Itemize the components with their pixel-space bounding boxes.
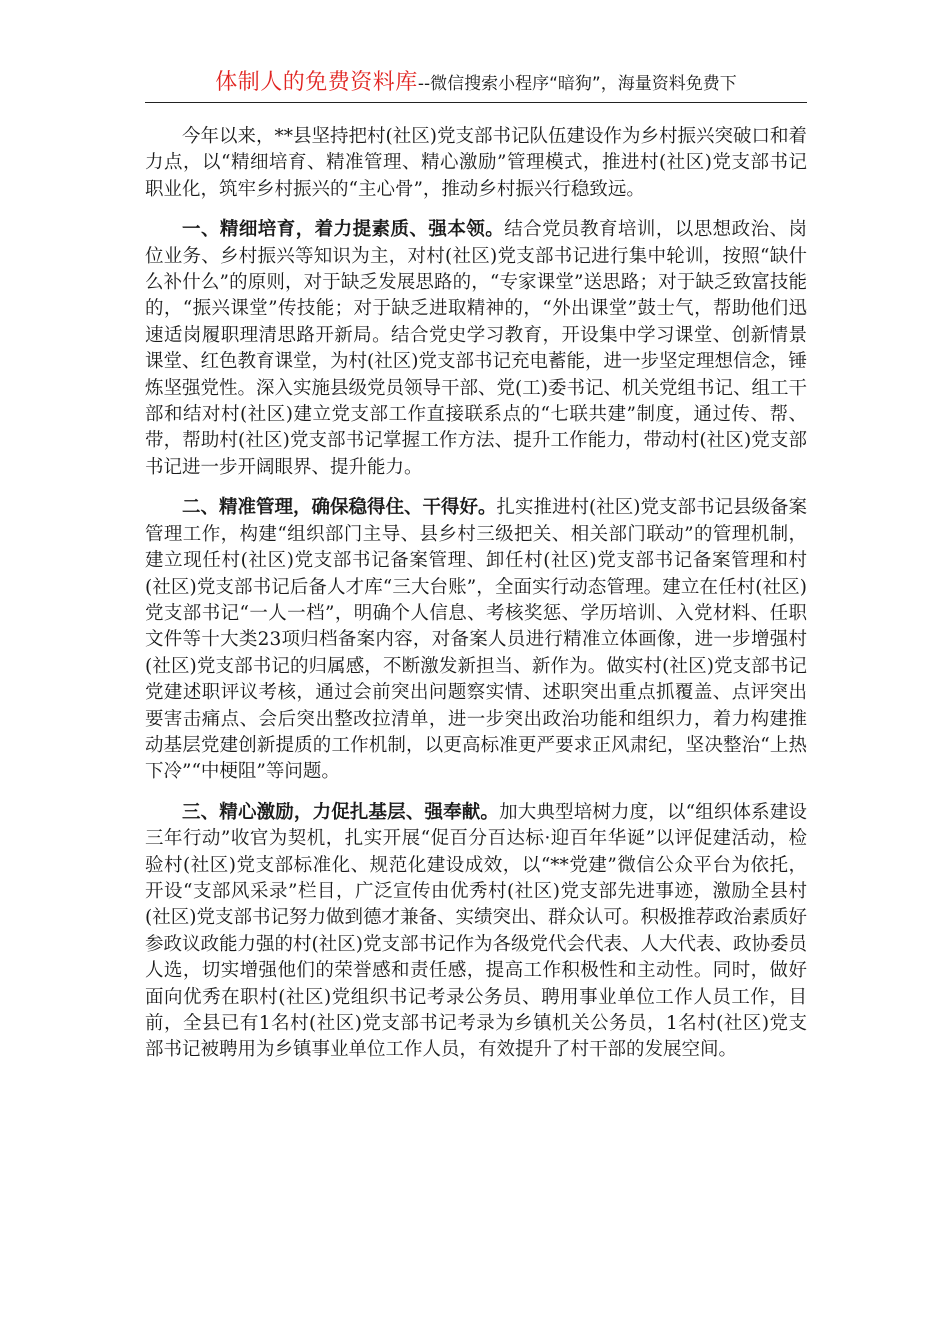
paragraph-text: 结合党员教育培训，以思想政治、岗位业务、乡村振兴等知识为主，对村(社区)党支部书记进行集中轮训，按照“缺什么补什么”的原则，对于缺乏发展思路的，“专家课堂”送思路；对于缺乏致富技能的，“振兴课堂”传技能；对于缺乏进取精神的，“外出课堂”鼓士气，帮助他们迅速适岗履职理清思路开新局。结合党史学习教育，开设集中学习课堂、创新情景课堂、红色教育课堂，为村(社区)党支部书记充电蓄能，进一步坚定理想信念，锤炼坚强党性。深入实施县级党员领导干部、党(工)委书记、机关党组书记、组工干部和结对村(社区)建立党支部工作直接联系点的“七联共建”制度，通过传、帮、带，帮助村(社区)党支部书记掌握工作方法、提升工作能力，带动村(社区)党支部书记进一步开阔眼界、提升能力。 [145,219,807,478]
brand-title: 体制人的免费资料库 [215,70,418,95]
paragraph-text: 今年以来，**县坚持把村(社区)党支部书记队伍建设作为乡村振兴突破口和着力点，以“精细培育、精准管理、精心激励”管理模式，推进村(社区)党支部书记职业化，筑牢乡村振兴的“主心骨”，推动乡村振兴行稳致远。 [145,126,807,200]
article-body [145,124,807,1078]
section-1-heading: 一、精细培育，着力提素质、强本领。 [182,219,505,241]
paragraph-text: 加大典型培树力度，以“组织体系建设三年行动”收官为契机，扎实开展“促百分百达标·迎百年华诞”以评促建活动，检验村(社区)党支部标准化、规范化建设成效，以“**党建”微信公众平台为依托，开设“支部风采录”栏目，广泛宣传由优秀村(社区)党支部先进事迹，激励全县村(社区)党支部书记努力做到德才兼备、实绩突出、群众认可。积极推荐政治素质好参政议政能力强的村(社区)党支部书记作为各级党代会代表、人大代表、政协委员人选，切实增强他们的荣誉感和责任感，提高工作积极性和主动性。同时，做好面向优秀在职村(社区)党组织书记考录公务员、聘用事业单位工作人员工作，目前，全县已有1名村(社区)党支部书记考录为乡镇机关公务员，1名村(社区)党支部书记被聘用为乡镇事业单位工作人员，有效提升了村干部的发展空间。 [145,801,807,1061]
header-tagline: --微信搜索小程序“暗狗”，海量资料免费下 [417,74,737,94]
intro-paragraph [145,124,807,203]
section-1-paragraph [145,217,807,481]
section-3-paragraph [145,800,807,1064]
section-2-paragraph [145,495,807,785]
section-3-heading: 三、精心激励，力促扎基层、强奉献。 [182,801,500,823]
paragraph-text: 扎实推进村(社区)党支部书记县级备案管理工作，构建“组织部门主导、县乡村三级把关、相关部门联动”的管理机制，建立现任村(社区)党支部书记备案管理、卸任村(社区)党支部书记备案管理和村(社区)党支部书记后备人才库“三大台账”，全面实行动态管理。建立在任村(社区)党支部书记“一人一档”，明确个人信息、考核奖惩、学历培训、入党材料、任职文件等十大类23项归档备案内容，对备案人员进行精准立体画像，进一步增强村(社区)党支部书记的归属感，不断激发新担当、新作为。做实村(社区)党支部书记党建述职评议考核，通过会前突出问题察实情、述职突出重点抓覆盖、点评突出要害击痛点、会后突出整改拉清单，进一步突出政治功能和组织力，着力构建推动基层党建创新提质的工作机制，以更高标准更严要求正风肃纪，坚决整治“上热下冷”“中梗阻”等问题。 [145,497,807,783]
page-header [145,68,807,103]
section-2-heading: 二、精准管理，确保稳得住、干得好。 [182,497,497,519]
